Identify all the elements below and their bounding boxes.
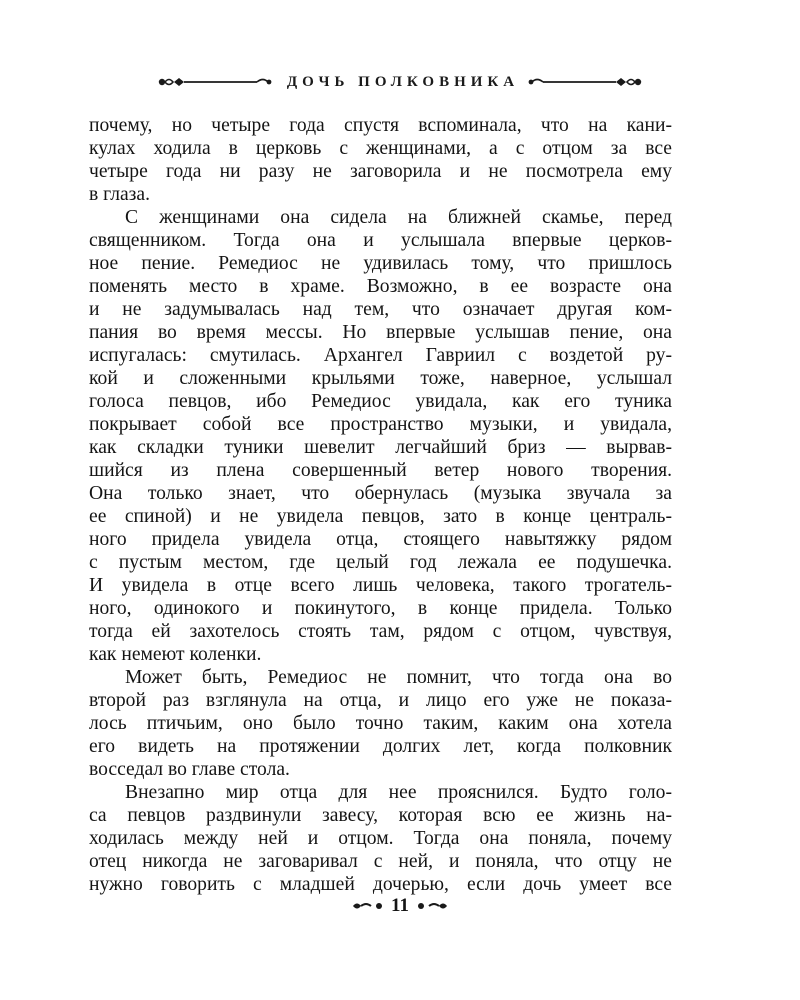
text-line: восседал во главе стола. xyxy=(89,759,290,780)
swirl-right-icon xyxy=(415,900,449,912)
text-line: четыре года ни разу не заговорила и не посмотрела ему xyxy=(89,161,672,182)
text-line: ее спиной) и не увидела певцов, зато в конце централь- xyxy=(89,506,672,527)
text-line: его видеть на протяжении долгих лет, когда полковник xyxy=(89,736,672,757)
text-line: ного придела увидела отца, стоящего навытяжку рядом xyxy=(89,529,672,550)
text-line: испугалась: смутилась. Архангел Гавриил с воздетой ру- xyxy=(89,345,672,366)
paragraph-start-line: Может быть, Ремедиос не помнит, что тогда она во xyxy=(125,667,672,688)
swirl-left-icon xyxy=(351,900,385,912)
text-line: пания во время мессы. Но впервые услышав пение, она xyxy=(89,322,672,343)
text-line: голоса певцов, ибо Ремедиос увидала, как его туника xyxy=(89,391,672,412)
text-line: почему, но четыре года спустя вспоминала, что на кани- xyxy=(89,115,672,136)
text-line: са певцов раздвинули завесу, которая всю ее жизнь на- xyxy=(89,805,672,826)
scroll-flourish-right-icon xyxy=(525,74,643,90)
text-line: кулах ходила в церковь с женщинами, а с отцом за все xyxy=(89,138,672,159)
text-line: ного, одинокого и покинутого, в конце придела. Только xyxy=(89,598,672,619)
text-line: отец никогда не заговаривал с ней, и поняла, что отцу не xyxy=(89,851,672,872)
paragraph-start-line: Внезапно мир отца для нее прояснился. Будто голо- xyxy=(125,782,672,803)
text-line: священником. Тогда она и услышала впервые церков- xyxy=(89,230,672,251)
text-line: как немеют коленки. xyxy=(89,644,262,665)
text-line: ное пение. Ремедиос не удивилась тому, что пришлось xyxy=(89,253,672,274)
running-head xyxy=(140,68,660,96)
text-line: И увидела в отце всего лишь человека, такого трогатель- xyxy=(89,575,672,596)
text-line: ходилась между ней и отцом. Тогда она поняла, почему xyxy=(89,828,672,849)
paragraph-start-line: С женщинами она сидела на ближней скамье, перед xyxy=(125,207,672,228)
body-text xyxy=(89,114,672,896)
running-title: ДОЧЬ ПОЛКОВНИКА xyxy=(286,73,520,90)
text-line: и не задумывалась над тем, что означает другая ком- xyxy=(89,299,672,320)
scroll-flourish-left-icon xyxy=(157,74,275,90)
text-line: в глаза. xyxy=(89,184,151,205)
text-line: с пустым местом, где целый год лежала ее подушечка. xyxy=(89,552,672,573)
text-line: поменять место в храме. Возможно, в ее возрасте она xyxy=(89,276,672,297)
page-number: 11 xyxy=(391,895,409,916)
text-line: кой и сложенными крыльями тоже, наверное, услышал xyxy=(89,368,672,389)
text-line: тогда ей захотелось стоять там, рядом с отцом, чувствуя, xyxy=(89,621,672,642)
text-line: шийся из плена совершенный ветер нового творения. xyxy=(89,460,672,481)
text-line: лось птичьим, оно было точно таким, каким она хотела xyxy=(89,713,672,734)
text-line: Она только знает, что обернулась (музыка звучала за xyxy=(89,483,672,504)
text-line: как складки туники шевелит легчайший бриз — вырвав- xyxy=(89,437,672,458)
text-line: покрывает собой все пространство музыки, и увидала, xyxy=(89,414,672,435)
page-number-footer xyxy=(300,893,500,919)
text-line: второй раз взглянула на отца, и лицо его уже не показа- xyxy=(89,690,672,711)
text-line: нужно говорить с младшей дочерью, если дочь умеет все xyxy=(89,874,672,895)
